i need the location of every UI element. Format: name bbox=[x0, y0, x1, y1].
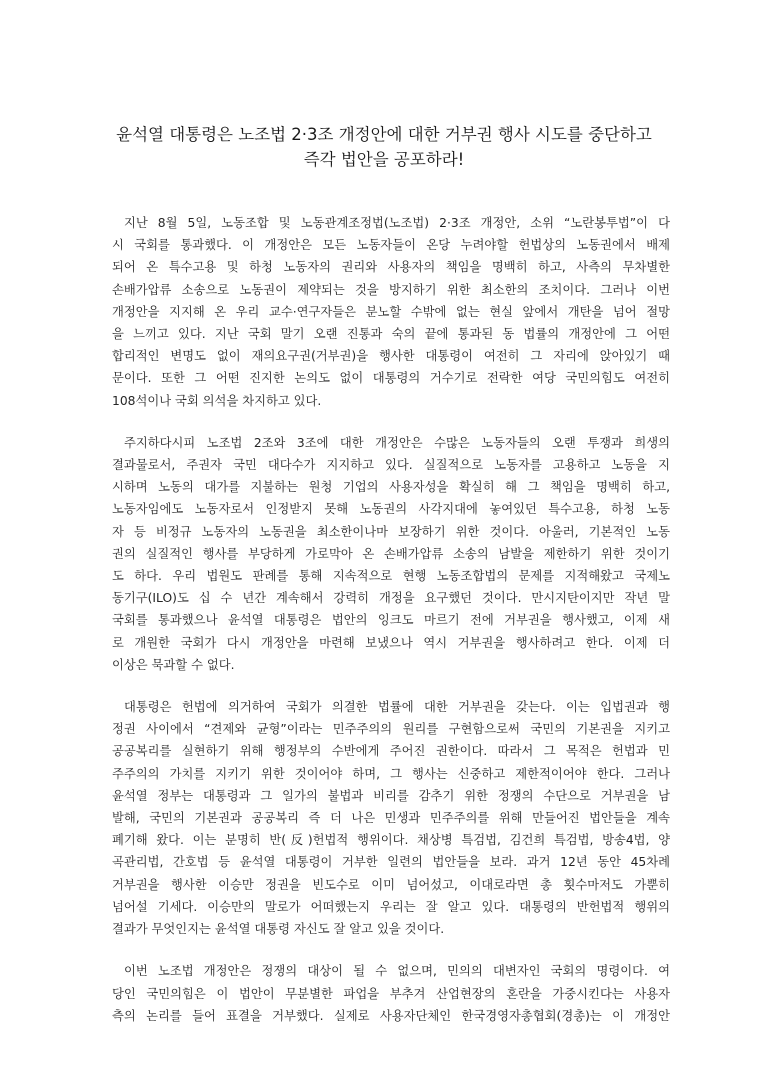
text-line: 이번 노조법 개정안은 정쟁의 대상이 될 수 없으며, 민의의 대변자인 국회의 명령이다. 여 bbox=[124, 964, 670, 979]
paragraph-2 bbox=[112, 432, 670, 676]
text-line: 주주의의 가치를 지키기 위한 것이어야 하며, 그 행사는 신중하고 제한적이어야 한다. 그러나 bbox=[112, 766, 670, 781]
paragraph-1 bbox=[112, 212, 670, 412]
text-line: 이상은 묵과할 수 없다. bbox=[112, 657, 235, 672]
text-line: 공공복리를 실현하기 위해 행정부의 수반에게 주어진 권한이다. 따라서 그 목적은 헌법과 민 bbox=[112, 744, 670, 759]
text-line: 윤석열 정부는 대통령과 그 일가의 불법과 비리를 감추기 위한 정쟁의 수단으로 거부권을 남 bbox=[112, 788, 670, 803]
text-line: 노동자임에도 노동자로서 인정받지 못해 노동권의 사각지대에 놓여있던 특수고용, 하청 노동 bbox=[112, 502, 670, 517]
text-line: 로 개원한 국회가 다시 개정안을 마련해 보냈으나 역시 거부권을 행사하려고 한다. 이제 더 bbox=[112, 635, 670, 650]
text-line: 측의 논리를 들어 표결을 거부했다. 실제로 사용자단체인 한국경영자총협회(경총)는 이 개정안 bbox=[112, 1008, 670, 1023]
text-line: 폐기해 왔다. 이는 분명히 반(反)헌법적 행위이다. 채상병 특검법, 김건희 특검법, 방송4법, 양 bbox=[112, 833, 670, 848]
text-line: 개정안을 지지해 온 우리 교수·연구자들은 분노할 수밖에 없는 현실 앞에서 개탄을 넘어 절망 bbox=[112, 304, 670, 319]
paragraph-3 bbox=[112, 696, 670, 940]
text-line: 발해, 국민의 기본권과 공공복리 즉 더 나은 민생과 민주주의를 위해 만들어진 법안들을 계속 bbox=[112, 811, 670, 826]
text-line: 되어 온 특수고용 및 하청 노동자의 권리와 사용자의 책임을 명백히 하고, 사측의 무차별한 bbox=[112, 260, 670, 275]
text-line: 주지하다시피 노조법 2조와 3조에 대한 개정안은 수많은 노동자들의 오랜 투쟁과 희생의 bbox=[124, 435, 670, 450]
text-line: 거부권을 행사한 이승만 정권을 빈도수로 이미 넘어섰고, 이대로라면 총 횟수마저도 가뿐히 bbox=[112, 877, 670, 892]
paragraph-4 bbox=[112, 960, 670, 1027]
text-line: 곡관리법, 간호법 등 윤석열 대통령이 거부한 일련의 법안들을 보라. 과거 12년 동안 45차례 bbox=[112, 855, 670, 870]
text-line: 을 느끼고 있다. 지난 국회 말기 오랜 진통과 숙의 끝에 통과된 동 법률의 개정안에 그 어떤 bbox=[112, 327, 670, 342]
text-line: 자 등 비정규 노동자의 노동권을 최소한이나마 보장하기 위한 것이다. 아울러, 기본적인 노동 bbox=[112, 524, 670, 539]
text-line: 정권 사이에서 “견제와 균형”이라는 민주주의의 원리를 구현함으로써 국민의 기본권을 지키고 bbox=[112, 722, 670, 737]
title-line-2: 즉각 법안을 공포하라! bbox=[303, 150, 465, 169]
text-line: 대통령은 헌법에 의거하여 국회가 의결한 법률에 대한 거부권을 갖는다. 이는 입법권과 행 bbox=[124, 700, 670, 715]
document-title bbox=[100, 122, 668, 172]
text-line: 108석이나 국회 의석을 차지하고 있다. bbox=[112, 393, 322, 408]
text-line: 권의 실질적인 행사를 부당하게 가로막아 온 손배가압류 소송의 남발을 제한하기 위한 것이기 bbox=[112, 546, 670, 561]
text-line: 결과가 무엇인지는 윤석열 대통령 자신도 잘 알고 있을 것이다. bbox=[112, 922, 445, 937]
text-line: 동기구(ILO)도 십 수 년간 계속해서 강력히 개정을 요구했던 것이다. 만시지탄이지만 작년 말 bbox=[112, 591, 670, 606]
text-line: 지난 8월 5일, 노동조합 및 노동관계조정법(노조법) 2·3조 개정안, 소위 “노란봉투법”이 다 bbox=[124, 216, 670, 230]
document-body bbox=[112, 212, 670, 1047]
text-line: 넘어설 기세다. 이승만의 말로가 어떠했는지 우리는 잘 알고 있다. 대통령의 반헌법적 행위의 bbox=[112, 899, 670, 914]
text-line: 시 국회를 통과했다. 이 개정안은 모든 노동자들이 온당 누려야할 헌법상의 노동권에서 배제 bbox=[112, 238, 670, 253]
text-line: 문이다. 또한 그 어떤 진지한 논의도 없이 대통령의 거수기로 전락한 여당 국민의힘도 여전히 bbox=[112, 371, 670, 386]
text-line: 국회를 통과했으나 윤석열 대통령은 법안의 잉크도 마르기 전에 거부권을 행사했고, 이제 새 bbox=[112, 613, 670, 628]
text-line: 손배가압류 소송으로 노동권이 제약되는 것을 방지하기 위한 최소한의 조치이다. 그러나 이번 bbox=[112, 282, 670, 297]
text-line: 합리적인 변명도 없이 재의요구권(거부권)을 행사한 대통령이 여전히 그 자리에 앉아있기 때 bbox=[112, 349, 670, 364]
text-line: 시하며 노동의 대가를 지불하는 원청 기업의 사용자성을 확실히 해 그 책임을 명백히 하고, bbox=[112, 480, 670, 495]
text-line: 당인 국민의힘은 이 법안이 무분별한 파업을 부추겨 산업현장의 혼란을 가중시킨다는 사용자 bbox=[112, 986, 670, 1001]
title-line-1: 윤석열 대통령은 노조법 2·3조 개정안에 대한 거부권 행사 시도를 중단하고 bbox=[116, 125, 652, 144]
text-line: 결과물로서, 주권자 국민 대다수가 지지하고 있다. 실질적으로 노동자를 고용하고 노동을 지 bbox=[112, 458, 670, 473]
text-line: 도 하다. 우리 법원도 판례를 통해 지속적으로 현행 노동조합법의 문제를 지적해왔고 국제노 bbox=[112, 569, 670, 584]
